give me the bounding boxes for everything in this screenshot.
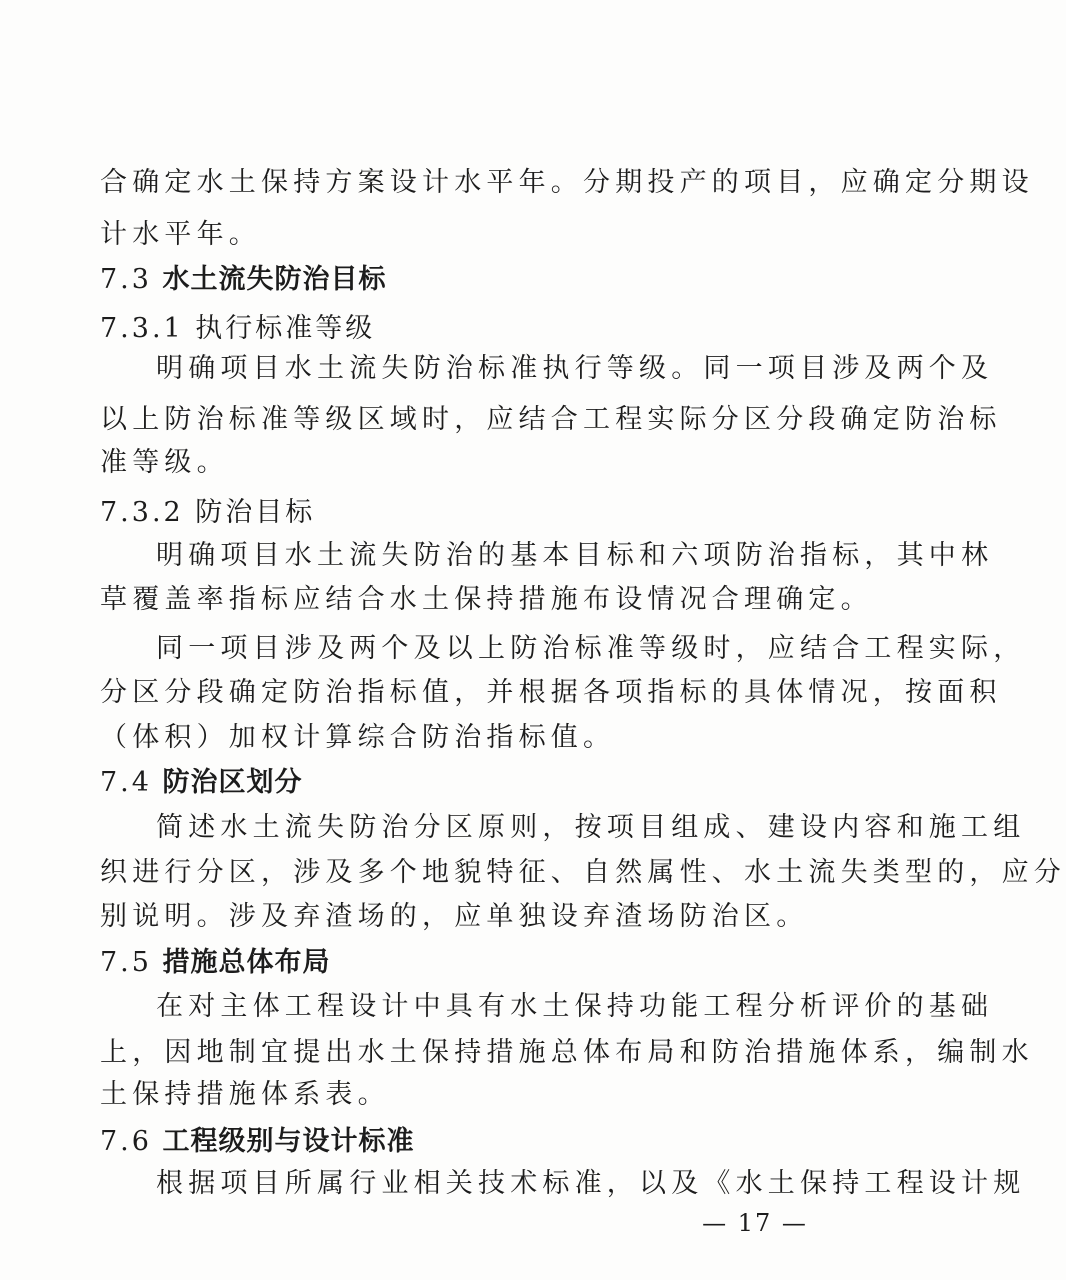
paragraph-line: 分区分段确定防治指标值，并根据各项指标的具体情况，按面积 [100, 677, 1002, 708]
section-number: 7.4 [100, 767, 152, 798]
paragraph-line: 别说明。涉及弃渣场的，应单独设弃渣场防治区。 [100, 901, 809, 932]
paragraph-line: 在对主体工程设计中具有水土保持功能工程分析评价的基础 [156, 991, 994, 1022]
section-heading [100, 1122, 820, 1162]
paragraph-line: 明确项目水土流失防治的基本目标和六项防治指标，其中林 [156, 540, 994, 571]
subsection-heading: 7.3.2 防治目标 [100, 497, 316, 528]
section-heading [100, 943, 820, 983]
paragraph-line: 土保持措施体系表。 [100, 1079, 390, 1110]
paragraph-line: 计水平年。 [100, 219, 261, 250]
paragraph-line: 草覆盖率指标应结合水土保持措施布设情况合理确定。 [100, 584, 873, 615]
section-title: 工程级别与设计标准 [162, 1126, 415, 1157]
paragraph-line: 合确定水土保持方案设计水平年。分期投产的项目，应确定分期设 [100, 167, 1034, 198]
paragraph-line: 简述水土流失防治分区原则，按项目组成、建设内容和施工组 [156, 812, 1026, 843]
subsection-heading: 7.3.1 执行标准等级 [100, 313, 376, 344]
section-number: 7.3 [100, 264, 152, 295]
paragraph-line: 上，因地制宜提出水土保持措施总体布局和防治措施体系，编制水 [100, 1037, 1034, 1068]
paragraph-line: 根据项目所属行业相关技术标准，以及《水土保持工程设计规 [156, 1168, 1026, 1199]
section-number: 7.6 [100, 1126, 152, 1157]
section-heading [100, 260, 820, 300]
section-title: 水土流失防治目标 [162, 264, 387, 295]
paragraph-line: 同一项目涉及两个及以上防治标准等级时，应结合工程实际， [156, 633, 1026, 664]
section-title: 防治区划分 [162, 767, 303, 798]
paragraph-line: 准等级。 [100, 447, 229, 478]
section-title: 措施总体布局 [162, 947, 331, 978]
paragraph-line: 织进行分区，涉及多个地貌特征、自然属性、水土流失类型的，应分 [100, 857, 1066, 888]
section-number: 7.5 [100, 947, 152, 978]
paragraph-line: （体积）加权计算综合防治指标值。 [100, 722, 616, 753]
page-number: — 17 — [702, 1209, 808, 1237]
paragraph-line: 明确项目水土流失防治标准执行等级。同一项目涉及两个及 [156, 353, 994, 384]
paragraph-line: 以上防治标准等级区域时，应结合工程实际分区分段确定防治标 [100, 404, 1002, 435]
section-heading [100, 763, 820, 803]
